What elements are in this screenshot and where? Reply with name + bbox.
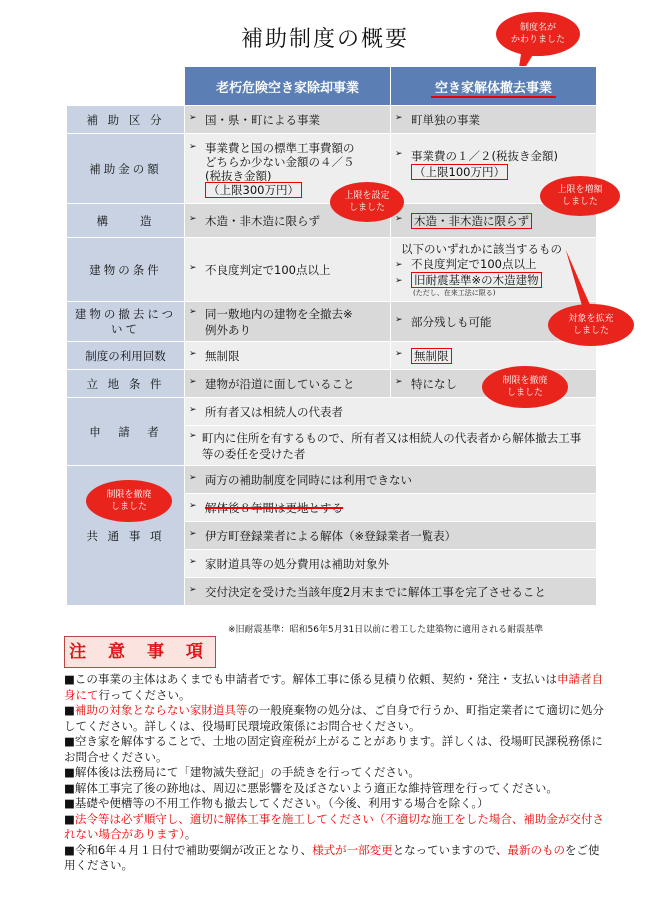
note-item: ■解体後は法務局にて「建物滅失登記」の手続きを行ってください。 [64, 765, 420, 779]
cell-tekkyo-old: ➢ 同一敷地内の建物を全撤去※例外あり [185, 302, 391, 342]
cell-kaisu-old: ➢ 無制限 [185, 342, 391, 370]
cell-tekkyo-new: ➢ 部分残しも可能 [391, 302, 597, 342]
cell-kyotsu-b: ➢ 解体後８年間は更地とする [185, 494, 597, 522]
note-item: ■補助の対象とならない家財道具等の一般廃棄物の処分は、ご自身で行うか、町指定業者にて適切に処分してください。詳しくは、役場町民環境政策係にお問合せください。 [64, 703, 604, 733]
note-item: ■基礎や便槽等の不用工作物も撤去してください。（今後、利用する場合を除く。） [64, 796, 489, 810]
note-item: ■解体工事完了後の跡地は、周辺に悪影響を及ぼさないよう適正な維持管理を行ってください。 [64, 780, 558, 795]
cell-kaisu-new: ➢ 無制限 [391, 342, 597, 370]
row-head-kyotsu: 共 通 事 項 [67, 466, 185, 606]
cell-joken-old: ➢ 不良度判定で100点以上 [185, 238, 391, 302]
note-item: ■法令等は必ず順守し、適切に解体工事を施工してください（不適切な施工をした場合、補助金が交付されない場合があります）。 [64, 811, 604, 841]
page-title: 補助制度の概要 [240, 27, 409, 52]
cell-kyotsu-c: ➢ 伊方町登録業者による解体（※登録業者一覧表） [185, 522, 597, 550]
cell-kubun-new: ➢ 町単独の事業 [391, 106, 597, 134]
callout-renamed: 制度名が かわりました [496, 12, 580, 56]
callout-removed: 制限を撤廃 しました [86, 480, 172, 522]
footnote: ※旧耐震基準：昭和56年5月31日以前に着工した建築物に適用される耐震基準 [228, 625, 544, 635]
row-head-shinsei: 申 請 者 [67, 398, 185, 466]
callout-cap-up: 上限を増額 しました [540, 176, 620, 216]
cell-shinsei-a: ➢ 所有者又は相続人の代表者 [185, 398, 597, 426]
note-item: ■空き家を解体することで、土地の固定資産税が上がることがあります。詳しくは、役場町民課税務係にお問合せください。 [64, 734, 603, 764]
row-head-kubun: 補 助 区 分 [67, 106, 185, 134]
cell-joken-new: 以下のいずれかに該当するもの ➢ 不良度判定で100点以上 ➢ 旧耐震基準※の木造建物 (ただし、在来工法に限る) [391, 238, 597, 302]
header-new-program: 空き家解体撤去事業 [391, 67, 597, 106]
callout-cap-set: 上限を設定 しました [330, 182, 404, 222]
cell-ricchi-old: ➢ 建物が沿道に面していること [185, 370, 391, 398]
row-head-joken: 建物の条件 [67, 238, 185, 302]
cell-gaku-old: ➢ 事業費と国の標準工事費額のどちらか少ない金額の４／５(税抜き金額) （上限300万円） [185, 134, 391, 204]
cell-kyotsu-d: ➢ 家財道具等の処分費用は補助対象外 [185, 550, 597, 578]
row-head-kaisu: 制度の利用回数 [67, 342, 185, 370]
row-head-ricchi: 立 地 条 件 [67, 370, 185, 398]
cell-kyotsu-a: ➢ 両方の補助制度を同時には利用できない [185, 466, 597, 494]
row-head-kozo: 構 造 [67, 204, 185, 238]
callout-expanded: 対象を拡充 しました [548, 304, 634, 346]
cell-shinsei-b: ➢ 町内に住所を有するもので、所有者又は相続人の代表者から解体撤去工事等の委任を受けた者 [185, 426, 597, 466]
header-old-program: 老朽危険空き家除却事業 [185, 67, 391, 106]
row-head-gaku: 補助金の額 [67, 134, 185, 204]
row-head-tekkyo: 建物の撤去について [67, 302, 185, 342]
notes-list [64, 672, 604, 874]
cell-kozo-old: ➢ 木造・非木造に限らず [185, 204, 391, 238]
cell-ricchi-new: ➢ 特になし [391, 370, 597, 398]
callout-unlimited: 制限を撤廃 しました [482, 366, 568, 408]
cell-kubun-old: ➢ 国・県・町による事業 [185, 106, 391, 134]
cell-kyotsu-e: ➢ 交付決定を受けた当該年度2月末までに解体工事を完了させること [185, 578, 597, 606]
note-item: ■令和6年４月１日付で補助要綱が改正となり、様式が一部変更となっていますので、最新のものをご使用ください。 [64, 842, 600, 872]
caution-heading: 注 意 事 項 [64, 636, 216, 668]
cell-kozo-new: ➢ 木造・非木造に限らず [391, 204, 597, 238]
note-item: ■この事業の主体はあくまでも申請者です。解体工事に係る見積り依頼、契約・発注・支払いは申請者自身にて行ってください。 [64, 672, 603, 702]
subsidy-table [66, 66, 597, 606]
cell-gaku-new: ➢ 事業費の１／２(税抜き金額) （上限100万円） [391, 134, 597, 204]
